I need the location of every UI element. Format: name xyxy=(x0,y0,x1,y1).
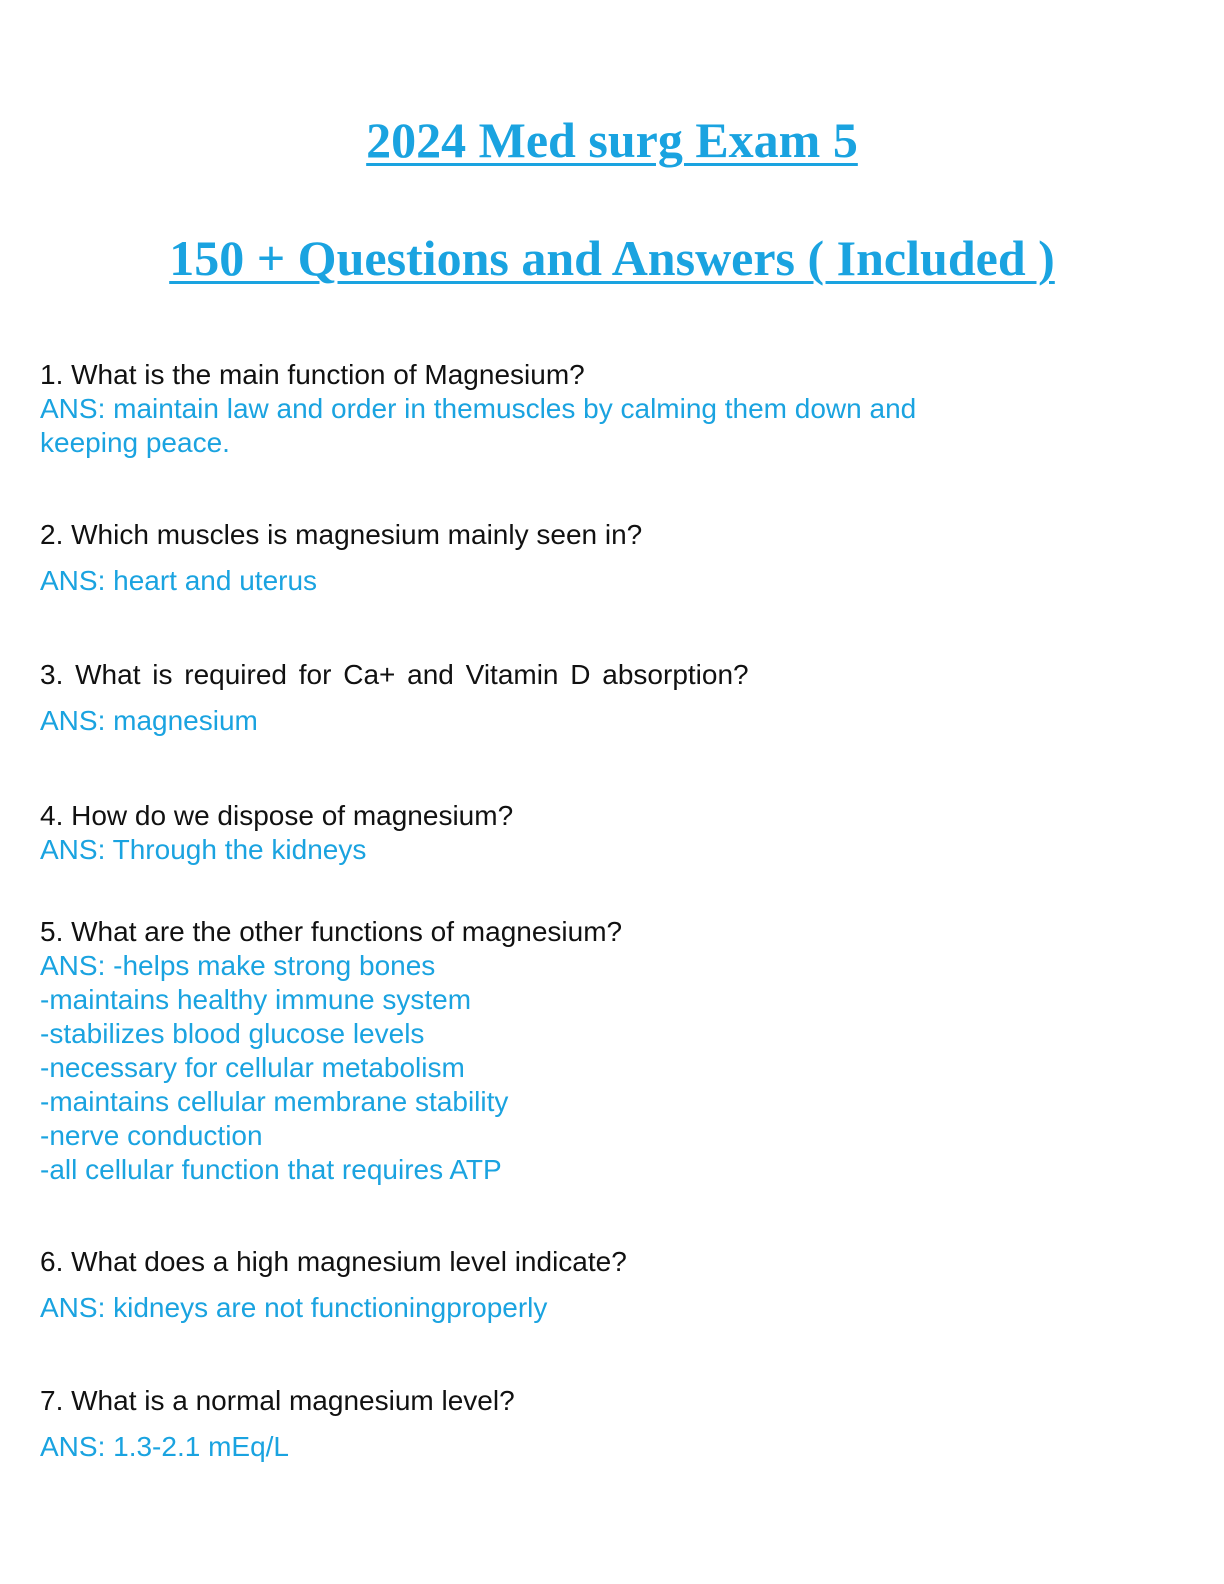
answer-line: ANS: 1.3-2.1 mEq/L xyxy=(40,1431,290,1462)
answer-line: ANS: heart and uterus xyxy=(40,565,318,596)
question-text: 1. What is the main function of Magnesium? xyxy=(40,359,585,390)
answer-line: -all cellular function that requires ATP xyxy=(40,1154,502,1185)
answer-line: -necessary for cellular metabolism xyxy=(40,1052,465,1083)
answer-text xyxy=(40,564,1190,598)
answer-text xyxy=(40,833,1190,867)
qa-item-4 xyxy=(40,799,1190,867)
page-title: 2024 Med surg Exam 5 xyxy=(366,112,858,168)
answer-line: ANS: Through the kidneys xyxy=(40,834,367,865)
answer-text xyxy=(40,1430,1190,1464)
answer-line: ANS: kidneys are not functioningproperly xyxy=(40,1292,548,1323)
qa-item-2 xyxy=(40,518,1190,598)
qa-item-6 xyxy=(40,1245,1190,1325)
question-text: 7. What is a normal magnesium level? xyxy=(40,1385,515,1416)
answer-line: -maintains cellular membrane stability xyxy=(40,1086,509,1117)
answer-line: keeping peace. xyxy=(40,427,230,458)
answer-line: ANS: maintain law and order in themuscles by calming them down and xyxy=(40,393,917,424)
qa-item-1 xyxy=(40,358,1190,460)
page-subtitle: 150 + Questions and Answers ( Included ) xyxy=(169,230,1055,286)
answer-line: ANS: -helps make strong bones xyxy=(40,950,436,981)
answer-text xyxy=(40,1291,1190,1325)
answer-line: -stabilizes blood glucose levels xyxy=(40,1018,425,1049)
answer-line: -nerve conduction xyxy=(40,1120,263,1151)
qa-item-3 xyxy=(40,658,1190,738)
question-text: 6. What does a high magnesium level indicate? xyxy=(40,1246,627,1277)
qa-item-7 xyxy=(40,1384,1190,1464)
question-text: 4. How do we dispose of magnesium? xyxy=(40,800,514,831)
answer-text xyxy=(40,704,1190,738)
question-text: 3. What is required for Ca+ and Vitamin D absorption? xyxy=(40,659,749,690)
answer-text xyxy=(40,392,1190,460)
answer-text xyxy=(40,949,1190,1187)
question-text: 2. Which muscles is magnesium mainly seen in? xyxy=(40,519,643,550)
answer-line: -maintains healthy immune system xyxy=(40,984,472,1015)
answer-line: ANS: magnesium xyxy=(40,705,258,736)
qa-item-5 xyxy=(40,915,1190,1187)
question-text: 5. What are the other functions of magnesium? xyxy=(40,916,623,947)
